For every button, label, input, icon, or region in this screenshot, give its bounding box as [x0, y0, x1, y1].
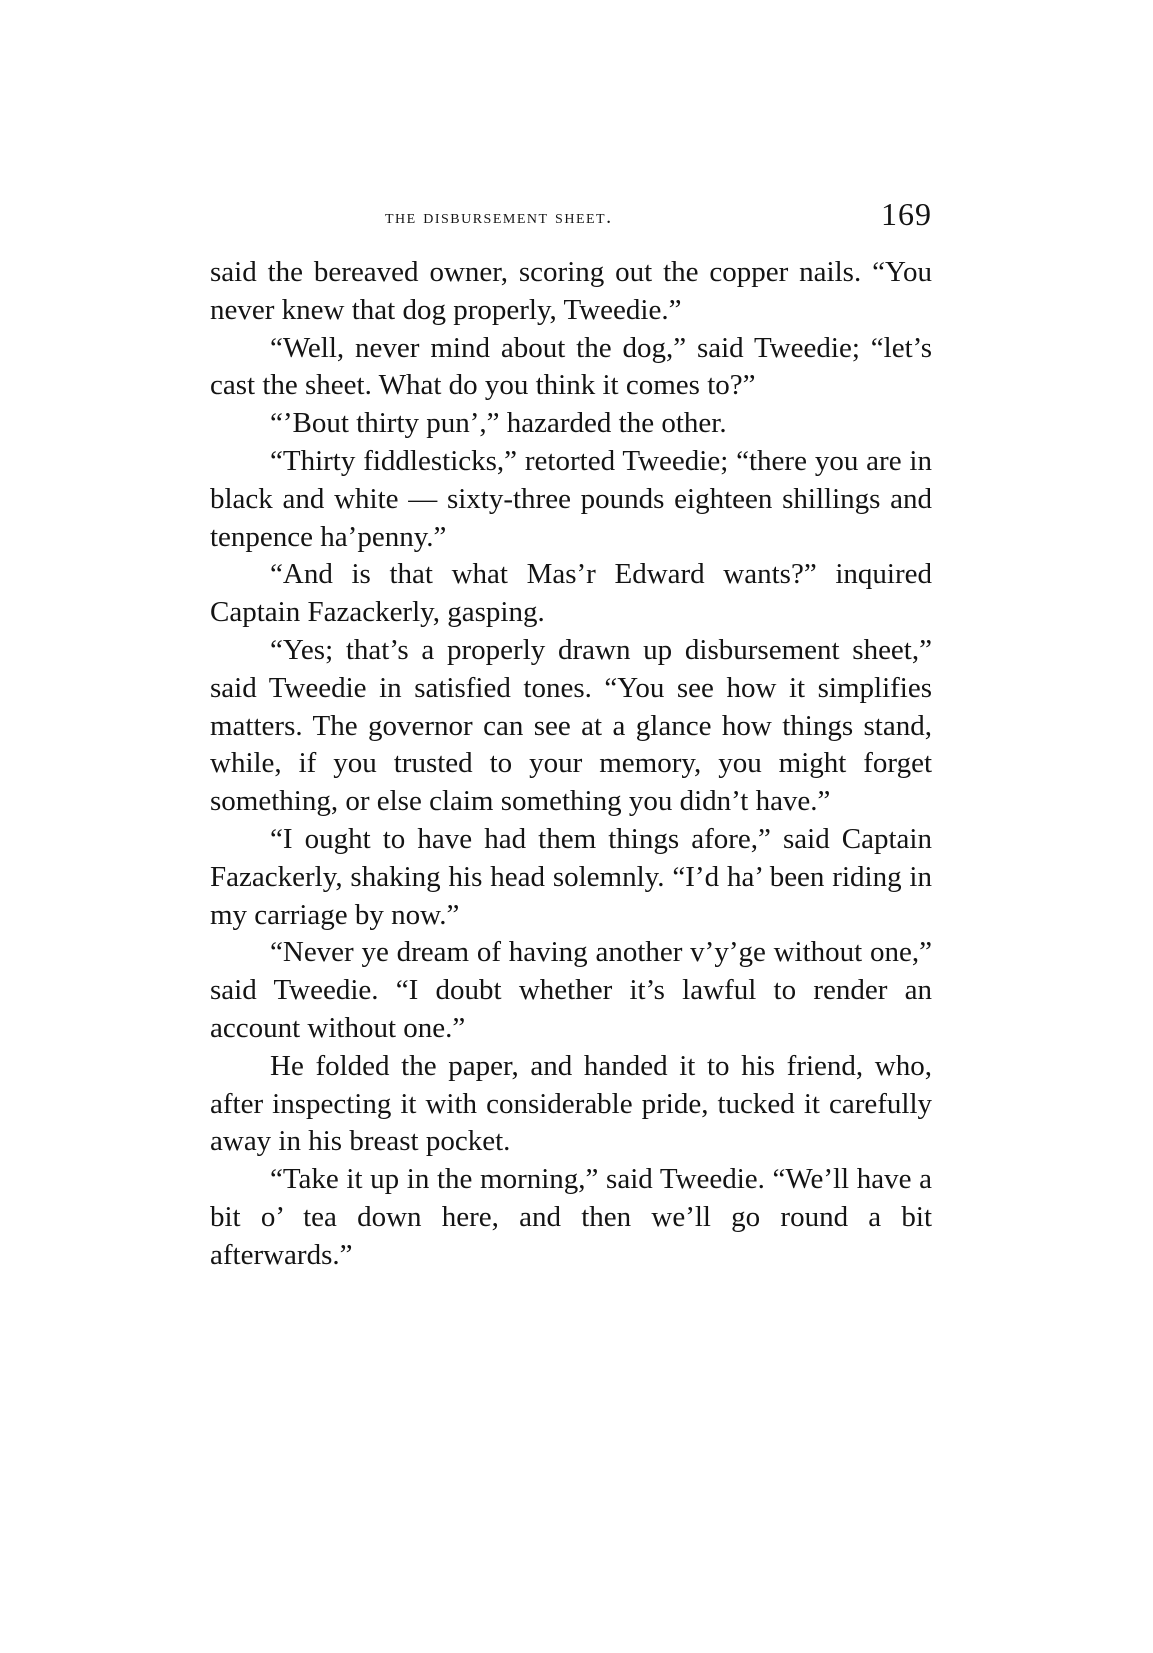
paragraph: “And is that what Mas’r Edward wants?” inquired Captain Fazackerly, gasping.: [210, 558, 932, 629]
page-number: 169: [881, 196, 932, 232]
chapter-title: the disbursement sheet.: [385, 206, 613, 228]
paragraph: “Thirty fiddlesticks,” retorted Tweedie; “there you are in black and white — sixty-three pounds eighteen shillings and tenpence ha’penny.”: [210, 444, 932, 553]
paragraph: said the bereaved owner, scoring out the copper nails. “You never knew that dog properly, Tweedie.”: [210, 256, 932, 326]
running-head: [210, 196, 932, 240]
paragraph: “Well, never mind about the dog,” said Tweedie; “let’s cast the sheet. What do you think it comes to?”: [210, 331, 932, 402]
paragraph: “Take it up in the morning,” said Tweedie. “We’ll have a bit o’ tea down here, and then we’ll go round a bit afterwards.”: [210, 1163, 932, 1271]
paragraph: “Never ye dream of having another v’y’ge without one,” said Tweedie. “I doubt whether it’s lawful to render an account without one.”: [210, 936, 932, 1044]
body-text: [210, 254, 932, 1275]
paragraph: “I ought to have had them things afore,” said Captain Fazackerly, shaking his head solemnly. “I’d ha’ been riding in my carriage by now.”: [210, 822, 932, 931]
paragraph: “Yes; that’s a properly drawn up disbursement sheet,” said Tweedie in satisfied tones. “You see how it simplifies matters. The governor can see at a glance how things stand, while, if you trusted to your memory, you might forget something, or else claim something you didn’t have.”: [210, 633, 932, 818]
paragraph: He folded the paper, and handed it to his friend, who, after inspecting it with considerable pride, tucked it carefully away in his breast pocket.: [210, 1049, 932, 1158]
paragraph: “’Bout thirty pun’,” hazarded the other.: [270, 407, 727, 440]
